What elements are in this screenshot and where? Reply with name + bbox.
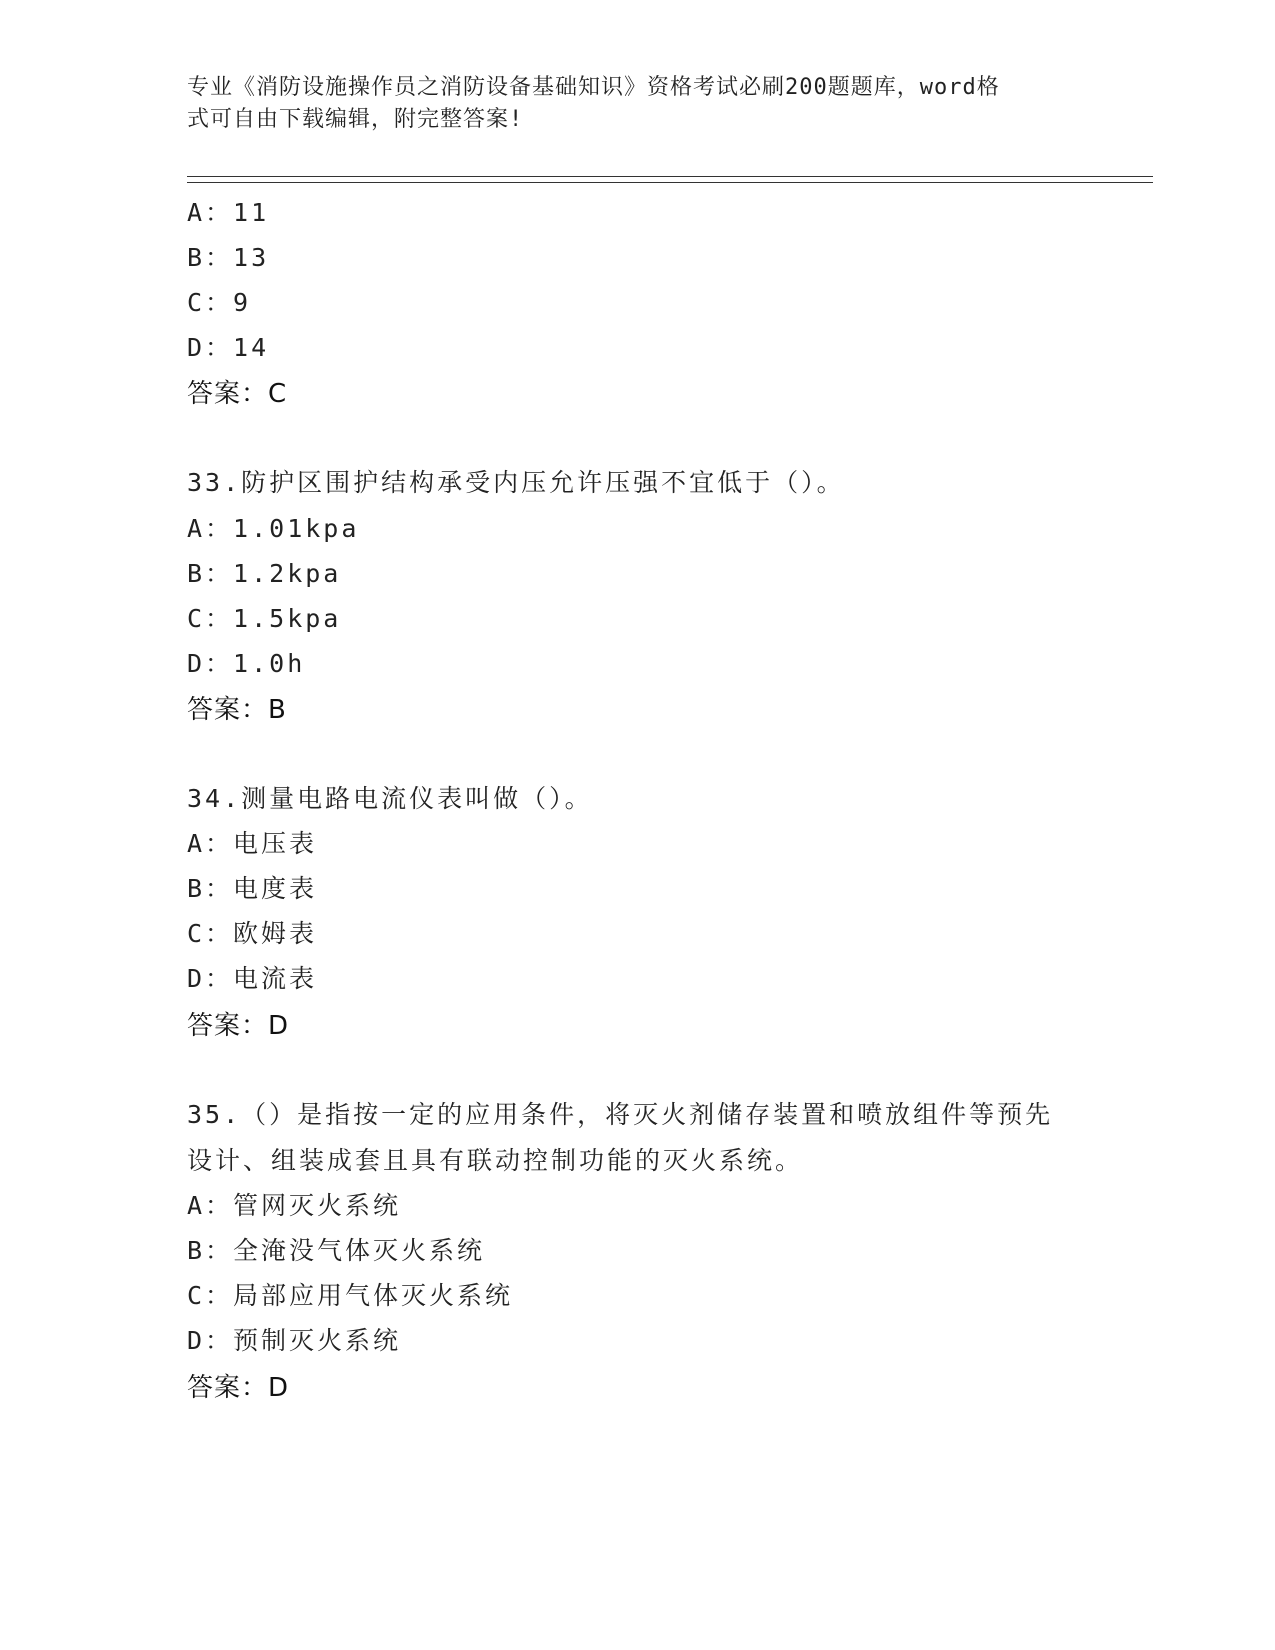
document-header (187, 72, 1067, 136)
q35-question-line-2: 设计、组装成套且具有联动控制功能的灭火系统。 (187, 1146, 804, 1175)
q34-option-b: B：电度表 (187, 874, 318, 903)
q33-option-d: D：1.0h (187, 649, 306, 678)
header-divider-bottom (187, 182, 1153, 183)
q34-option-c: C：欧姆表 (187, 919, 318, 948)
q34-answer: 答案：D (187, 1011, 290, 1041)
q34-question: 34.测量电路电流仪表叫做（）。 (187, 784, 593, 813)
q35-question-line-1: 35.（）是指按一定的应用条件，将灭火剂储存装置和喷放组件等预先 (187, 1100, 1054, 1129)
q32-option-c: C：9 (187, 288, 252, 317)
q35-answer: 答案：D (187, 1373, 290, 1403)
q34-option-d: D：电流表 (187, 964, 318, 993)
q35-option-c: C：局部应用气体灭火系统 (187, 1281, 514, 1310)
q33-question: 33.防护区围护结构承受内压允许压强不宜低于（）。 (187, 468, 845, 497)
q32-option-b: B：13 (187, 243, 270, 272)
q32-answer: 答案：C (187, 379, 288, 409)
q33-answer: 答案：B (187, 695, 287, 725)
header-line-2: 式可自由下载编辑，附完整答案! (187, 107, 524, 132)
q33-option-c: C：1.5kpa (187, 604, 342, 633)
header-divider-top (187, 176, 1153, 177)
header-line-1: 专业《消防设施操作员之消防设备基础知识》资格考试必刷200题题库，word格 (187, 75, 1000, 100)
q35-option-a: A：管网灭火系统 (187, 1191, 402, 1220)
q34-option-a: A：电压表 (187, 829, 318, 858)
q32-option-a: A：11 (187, 198, 270, 227)
q35-option-b: B：全淹没气体灭火系统 (187, 1236, 486, 1265)
q35-option-d: D：预制灭火系统 (187, 1326, 402, 1355)
q33-option-a: A：1.01kpa (187, 514, 360, 543)
q32-option-d: D：14 (187, 333, 270, 362)
q33-option-b: B：1.2kpa (187, 559, 342, 588)
